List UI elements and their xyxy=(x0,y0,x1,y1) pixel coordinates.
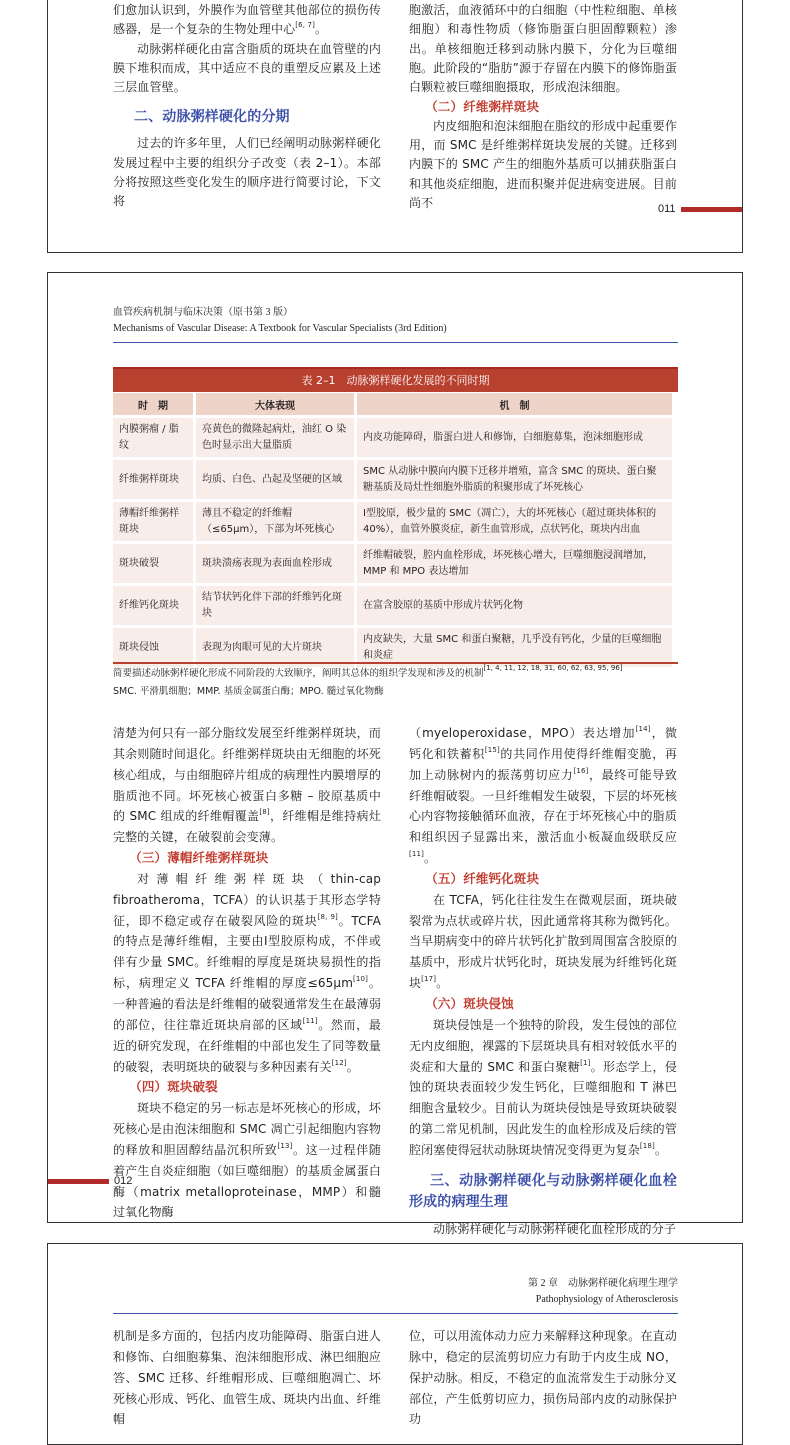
gross-appearance-cell: 均质、白色、凸起及坚硬的区域 xyxy=(196,460,354,499)
paragraph xyxy=(113,1326,381,1430)
page-number: 011 xyxy=(658,203,676,215)
text-run: （五）纤维钙化斑块 xyxy=(425,870,540,886)
citation: [8] xyxy=(259,808,270,817)
text-run: （二）纤维粥样斑块 xyxy=(425,99,540,115)
citation: [16] xyxy=(573,766,589,775)
subsection-heading xyxy=(409,994,677,1015)
table-row xyxy=(113,418,672,457)
text-run: 斑块侵蚀是一个独特的阶段，发生侵蚀的部位无内皮细胞，裸露的下层斑块具有相对较低水平的炎症和大量的 SMC 和蛋白聚糖 xyxy=(409,1017,677,1074)
left-column xyxy=(113,1,381,212)
citation: [11] xyxy=(302,1016,318,1025)
paragraph xyxy=(113,1098,381,1223)
text-run: 。TCFA 的特点是薄纤维帽，主要由Ⅰ型胶原构成，不伴或伴有少量 SMC。纤维帽的厚度是斑块易损性的指标，病理定义 TCFA 纤维帽的厚度≤65μm xyxy=(113,913,381,991)
text-run: （四）斑块破裂 xyxy=(129,1079,218,1095)
mechanism-cell: 纤维帽破裂，腔内血栓形成，坏死核心增大，巨噬细胞浸润增加，MMP 和 MPO 表达增加 xyxy=(357,544,672,583)
subsection-heading xyxy=(113,1077,381,1098)
text-run: 。 xyxy=(346,1059,359,1074)
mechanism-cell: 在富含胶原的基质中形成片状钙化物 xyxy=(357,586,672,625)
right-column xyxy=(409,723,677,1240)
text-run: 。然而，最近的研究发现，在纤维帽的中部也发生了同等数量的破裂，表明斑块的破裂与多种因素有关 xyxy=(113,1017,381,1074)
text-run: 动脉粥样硬化与动脉粥样硬化血栓形成的分子 xyxy=(433,1221,677,1236)
table-note-text: 简要描述动脉粥样硬化形成不同阶段的大致顺序，阐明其总体的组织学发现和涉及的机制 xyxy=(113,668,484,679)
text-run: （myeloperoxidase，MPO）表达增加 xyxy=(409,726,636,740)
text-run: ，微钙化和铁蓄积 xyxy=(409,726,677,761)
text-run: 。这一过程伴随着产生自炎症细胞（如巨噬细胞）的基质金属蛋白酶（matrix metalloproteinase，MMP）和髓过氧化物酶 xyxy=(113,1142,381,1220)
running-head-en: Mechanisms of Vascular Disease: A Textbook for Vascular Specialists (3rd Edition) xyxy=(113,323,447,334)
table-header-cell: 机 制 xyxy=(357,393,672,415)
text-run: 在 TCFA，钙化往往发生在微观层面，斑块破裂常为点状或碎片状，因此通常将其称为微钙化。当早期病变中的碎片状钙化扩散到周围富含胶原的基质中，形成片状钙化时，斑块发展为纤维钙化斑块 xyxy=(409,892,677,991)
right-column xyxy=(409,1326,677,1430)
table-header-cell: 时 期 xyxy=(113,393,193,415)
stage-cell: 斑块破裂 xyxy=(113,544,193,583)
paragraph xyxy=(113,134,381,211)
text-run: 动脉粥样硬化由富含脂质的斑块在血管壁的内膜下堆积而成，其中适应不良的重塑反应累及上述三层血管壁。 xyxy=(113,41,381,95)
text-run: 对薄帽纤维粥样斑块（thin-cap fibroatheroma，TCFA）的认识基于其形态学特征，即不稳定或存在破裂风险的斑块 xyxy=(113,871,381,928)
citation: [10] xyxy=(353,975,369,984)
text-run: 。 xyxy=(436,976,449,991)
text-run: （六）斑块侵蚀 xyxy=(425,995,514,1011)
running-head xyxy=(528,1276,678,1308)
citation: [6, 7] xyxy=(295,21,315,30)
table-abbreviations: SMC. 平滑肌细胞；MMP. 基质金属蛋白酶；MPO. 髓过氧化物酶 xyxy=(113,686,384,697)
paragraph xyxy=(113,869,381,1077)
text-run: 胞激活，血液循环中的白细胞（中性粒细胞、单核细胞）和毒性物质（修饰脂蛋白胆固醇颗粒）渗出。单核细胞迁移到动脉内膜下，分化为巨噬细胞。此阶段的“脂肪”源于存留在内膜下的修饰脂蛋白颗粒被巨噬细胞摄取，形成泡沫细胞。 xyxy=(409,3,677,95)
table-note-refs: [1, 4, 11, 12, 18, 31, 60, 62, 63, 95, 96] xyxy=(483,664,623,672)
running-head xyxy=(113,305,447,337)
text-run: ，最终可能导致纤维帽破裂。一旦纤维帽发生破裂，下层的坏死核心内容物接触循环血液，存在于坏死核心中的脂质和组织因子显露出来，激活血小板凝血级联反应 xyxy=(409,767,677,845)
text-run: 。 xyxy=(423,851,437,866)
running-head-cn: 血管疾病机制与临床决策（原书第 3 版） xyxy=(113,307,293,318)
page-011 xyxy=(47,0,743,253)
citation: [11] xyxy=(409,850,424,859)
page-number: 012 xyxy=(114,1175,133,1187)
citation: [1] xyxy=(580,1058,591,1067)
table-row xyxy=(113,502,672,541)
stage-cell: 斑块侵蚀 xyxy=(113,628,193,667)
text-run: 内皮细胞和泡沫细胞在脂纹的形成中起重要作用，而 SMC 是纤维粥样斑块发展的关键。迁移到内膜下的 SMC 产生的细胞外基质可以捕获脂蛋白和其他炎症细胞，进而积聚并促进病变进展。目前尚不 xyxy=(409,118,677,210)
citation: [13] xyxy=(277,1141,293,1150)
citation: [18] xyxy=(639,1141,655,1150)
text-run: 。一种普遍的看法是纤维帽的破裂通常发生在最薄弱的部位，往往靠近斑块肩部的区域 xyxy=(113,976,381,1032)
stage-cell: 内膜粥瘤 / 脂纹 xyxy=(113,418,193,457)
citation: [8, 9] xyxy=(317,912,338,921)
gross-appearance-cell: 薄且不稳定的纤维帽（≤65μm），下部为坏死核心 xyxy=(196,502,354,541)
text-run: 的共同作用使得纤维帽变脆，再加上动脉树内的振荡剪切应力 xyxy=(409,746,677,782)
text-run: 。 xyxy=(654,1142,667,1157)
citation: [14] xyxy=(635,725,651,733)
text-run: 斑块不稳定的另一标志是坏死核心的形成，坏死核心是由泡沫细胞和 SMC 凋亡引起细胞内容物的释放和胆固醇结晶沉积所致 xyxy=(113,1101,381,1157)
paragraph xyxy=(409,1015,677,1161)
table-title: 表 2–1 动脉粥样硬化发展的不同时期 xyxy=(113,367,678,392)
text-run: 过去的许多年里，人们已经阐明动脉粥样硬化发展过程中主要的组织分子改变（表 2–1）。本部分将按照这些变化发生的顺序进行简要讨论，下文将 xyxy=(113,136,381,209)
paragraph xyxy=(113,723,381,848)
paragraph xyxy=(113,40,381,98)
citation: [15] xyxy=(484,745,500,754)
section-heading xyxy=(409,1171,677,1213)
table-row xyxy=(113,586,672,625)
page-013 xyxy=(47,1243,743,1445)
mechanism-cell: 内皮缺失，大量 SMC 和蛋白聚糖，几乎没有钙化，少量的巨噬细胞和炎症 xyxy=(357,628,672,667)
paragraph xyxy=(409,1,677,97)
page-number-bar xyxy=(681,207,742,212)
stage-cell: 纤维粥样斑块 xyxy=(113,460,193,499)
gross-appearance-cell: 亮黄色的微隆起病灶，油红 O 染色时显示出大量脂质 xyxy=(196,418,354,457)
header-rule xyxy=(113,1313,678,1314)
table-header-cell: 大体表现 xyxy=(196,393,354,415)
mechanism-cell: Ⅰ型胶原，极少量的 SMC（凋亡），大的坏死核心（超过斑块体积的 40%），血管外膜炎症，新生血管形成，点状钙化，斑块内出血 xyxy=(357,502,672,541)
text-run: 们愈加认识到，外膜作为血管壁其他部位的损伤传感器，是一个复杂的生物处理中心 xyxy=(113,3,381,37)
text-run: 机制是多方面的，包括内皮功能障碍、脂蛋白进人和修饰、白细胞募集、泡沫细胞形成、淋巴细胞应答、SMC 迁移、纤维帽形成、巨噬细胞凋亡、坏死核心形成、钙化、血管生成、斑块内出血、纤维帽 xyxy=(113,1329,381,1427)
table-row xyxy=(113,460,672,499)
stage-cell: 薄帽纤维粥样斑块 xyxy=(113,502,193,541)
citation: [12] xyxy=(331,1058,347,1067)
mechanism-cell: 内皮功能障碍，脂蛋白进人和修饰，白细胞募集，泡沫细胞形成 xyxy=(357,418,672,457)
section-heading xyxy=(113,107,381,128)
subsection-heading xyxy=(409,869,677,890)
text-run: 。形态学上，侵蚀的斑块表面较少发生钙化，巨噬细胞和 T 淋巴细胞含量较少。目前认为斑块侵蚀是导致斑块破裂的第二常见机制，因此发生的血栓形成及后续的管腔闭塞使得冠状动脉斑块情况变得更为复杂 xyxy=(409,1059,677,1157)
table-header-row xyxy=(113,393,672,415)
text-run: 。 xyxy=(315,22,328,37)
table-note xyxy=(113,665,623,683)
mechanism-cell: SMC 从动脉中膜向内膜下迁移并增殖，富含 SMC 的斑块、蛋白聚糖基质及局灶性细胞外脂质的积聚形成了坏死核心 xyxy=(357,460,672,499)
stages-table xyxy=(110,390,675,670)
text-run: 位，可以用流体动力应力来解释这种现象。在直动脉中，稳定的层流剪切应力有助于内皮生成 NO，保护动脉。相反，不稳定的血流常发生于动脉分叉部位，产生低剪切应力，损伤局部内皮的动脉保护功 xyxy=(409,1329,677,1427)
left-column xyxy=(113,1326,381,1430)
page-012 xyxy=(47,272,743,1236)
header-rule xyxy=(113,342,678,343)
stage-cell: 纤维钙化斑块 xyxy=(113,586,193,625)
right-column xyxy=(409,1,677,213)
paragraph xyxy=(409,1326,677,1430)
text-run: 二、动脉粥样硬化的分期 xyxy=(134,109,290,126)
text-run: （三）薄帽纤维粥样斑块 xyxy=(129,850,269,866)
text-run: 三、动脉粥样硬化与动脉粥样硬化血栓形成的病理生理 xyxy=(409,1172,677,1210)
table-row xyxy=(113,544,672,583)
subsection-heading xyxy=(113,848,381,869)
running-head-en: Pathophysiology of Atherosclerosis xyxy=(535,1294,678,1305)
gross-appearance-cell: 斑块溃疡表现为表面血栓形成 xyxy=(196,544,354,583)
citation: [17] xyxy=(421,975,437,984)
text-run: ，纤维帽是维持病灶完整的关键，在破裂前会变薄。 xyxy=(113,809,381,845)
paragraph xyxy=(409,117,677,213)
paragraph xyxy=(113,1,381,40)
subsection-heading xyxy=(409,97,677,116)
gross-appearance-cell: 结节状钙化伴下部的纤维钙化斑块 xyxy=(196,586,354,625)
gross-appearance-cell: 表现为肉眼可见的大片斑块 xyxy=(196,628,354,667)
paragraph xyxy=(409,1219,677,1240)
page-number-bar xyxy=(48,1179,109,1184)
left-column xyxy=(113,723,381,1223)
paragraph xyxy=(409,723,677,869)
running-head-cn: 第 2 章 动脉粥样硬化病理生理学 xyxy=(528,1278,678,1289)
text-run: 清楚为何只有一部分脂纹发展至纤维粥样斑块，而其余则随时间退化。纤维粥样斑块由无细胞的坏死核心组成，与由细胞碎片组成的病理性内膜增厚的脂质池不同。坏死核心被蛋白多糖 – 胶原基质中的 SMC 组成的纤维帽覆盖 xyxy=(113,726,381,824)
paragraph xyxy=(409,890,677,994)
